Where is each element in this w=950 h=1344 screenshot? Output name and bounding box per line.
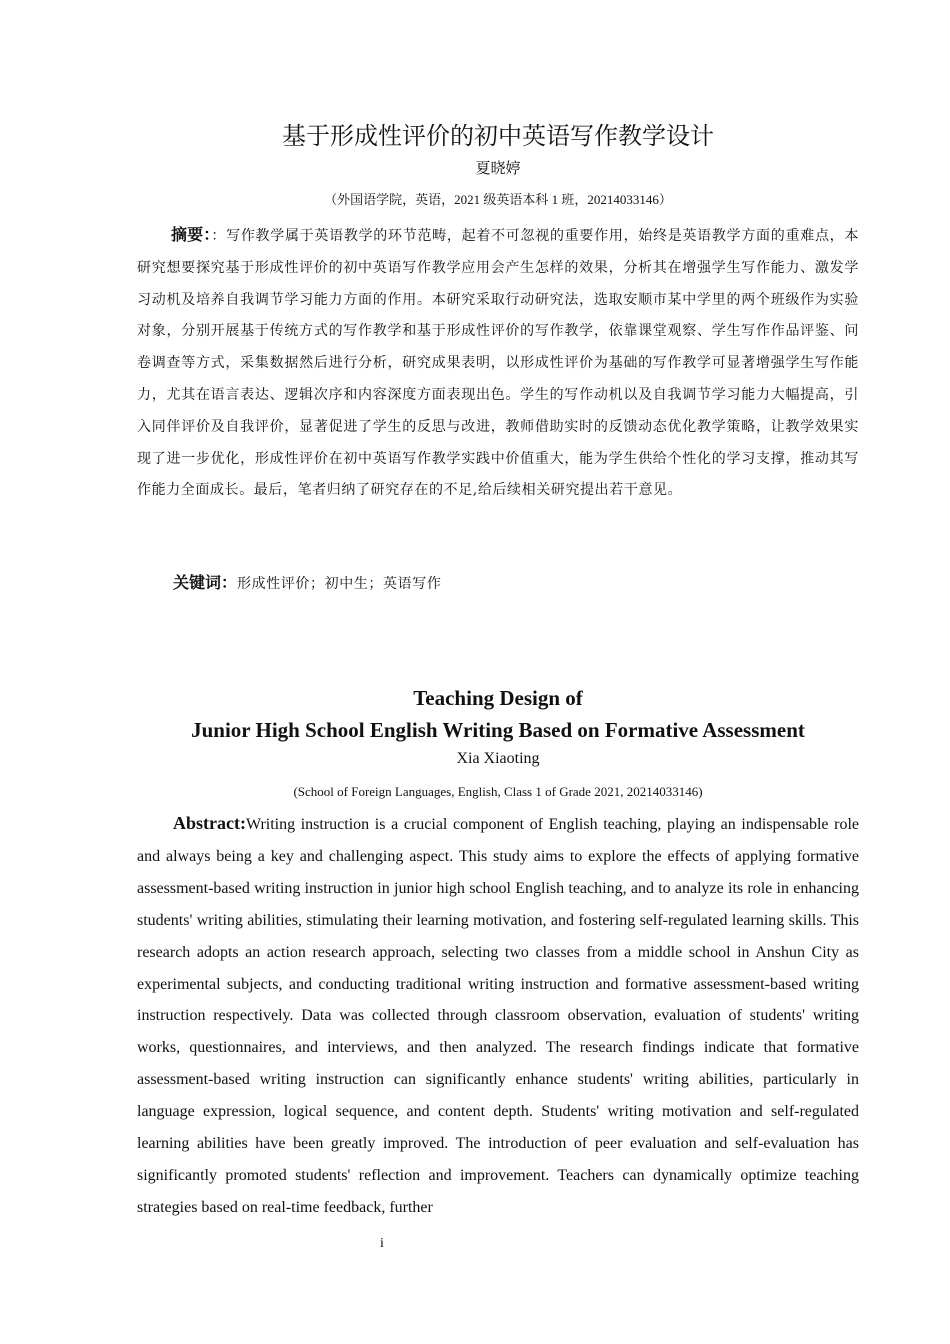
- chinese-author: 夏晓婷: [475, 159, 521, 177]
- chinese-abstract-text: ：写作教学属于英语教学的环节范畴，起着不可忽视的重要作用，始终是英语教学方面的重难点，本研究想要探究基于形成性评价的初中英语写作教学应用会产生怎样的效果，分析其在增强学生写作能力、激发学习动机及培养自我调节学习能力方面的作用。本研究采取行动研究法，选取安顺市某中学里的两个班级作为实验对象，分别开展基于传统方式的写作教学和基于形成性评价的写作教学，依靠课堂观察、学生写作作品评鉴、问卷调查等方式，采集数据然后进行分析，研究成果表明，以形成性评价为基础的写作教学可显著增强学生写作能力，尤其在语言表达、逻辑次序和内容深度方面表现出色。学生的写作动机以及自我调节学习能力大幅提高，引入同伴评价及自我评价，显著促进了学生的反思与改进，教师借助实时的反馈动态优化教学策略，让教学效果实现了进一步优化，形成性评价在初中英语写作教学实践中价值重大，能为学生供给个性化的学习支撑，推动其写作能力全面成长。最后，笔者归纳了研究存在的不足,给后续相关研究提出若干意见。: [137, 228, 859, 499]
- chinese-keywords-text: 形成性评价；初中生；英语写作: [237, 576, 442, 592]
- english-title: [0, 682, 950, 746]
- english-abstract: [137, 808, 859, 1224]
- english-author: Xia Xiaoting: [456, 750, 540, 767]
- chinese-abstract: [137, 219, 859, 507]
- english-abstract-text: Writing instruction is a crucial component of English teaching, playing an indispensable role and always being a key and challenging aspect. This study aims to explore the effects of applying formative assessment-based writing instruction in junior high school English teaching, and to analyze its role in enhancing students' writing abilities, stimulating their learning motivation, and fostering self-regulated learning skills. This research adopts an action research approach, selecting two classes from a middle school in Anshun City as experimental subjects, and conducting traditional writing instruction and formative assessment-based writing instruction respectively. Data was collected through classroom observation, evaluation of students' writing works, questionnaires, and interviews, and then analyzed. The research findings indicate that formative assessment-based writing instruction can significantly enhance students' writing abilities, particularly in language expression, logical sequence, and content depth. Students' writing motivation and self-regulated learning abilities have been greatly improved. The introduction of peer evaluation and self-evaluation has significantly promoted students' reflection and improvement. Teachers can dynamically optimize teaching strategies based on real-time feedback, further: [137, 816, 859, 1216]
- english-affiliation: (School of Foreign Languages, English, Class 1 of Grade 2021, 20214033146): [293, 784, 703, 799]
- chinese-title: 基于形成性评价的初中英语写作教学设计: [282, 122, 714, 150]
- english-abstract-label: Abstract:: [173, 813, 246, 833]
- chinese-abstract-label: 摘要：: [171, 225, 212, 244]
- chinese-affiliation: （外国语学院，英语，2021 级英语本科 1 班，20214033146）: [324, 192, 672, 207]
- chinese-keywords: [173, 569, 441, 598]
- english-title-line1: Teaching Design of: [413, 686, 583, 710]
- page-number: i: [380, 1236, 384, 1251]
- chinese-keywords-label: 关键词：: [173, 573, 238, 592]
- english-title-line2: Junior High School English Writing Based on Formative Assessment: [191, 718, 805, 742]
